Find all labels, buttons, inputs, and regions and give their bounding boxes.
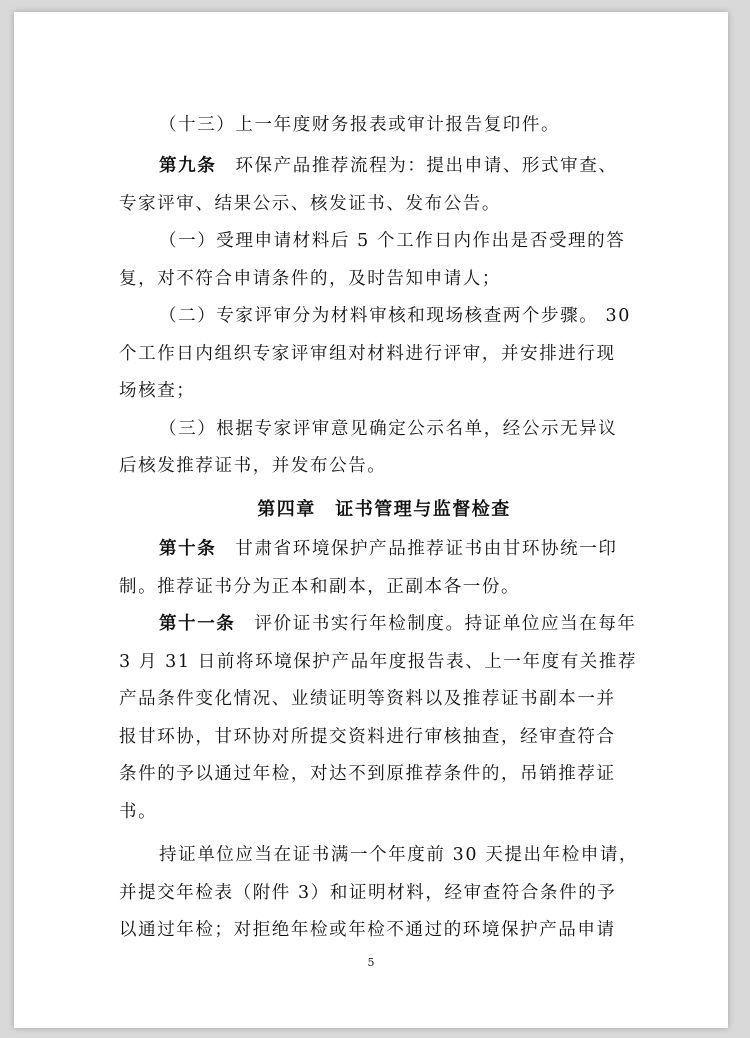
article-11-line-4: 报甘环协，甘环协对所提交资料进行审核抽查，经审查符合 xyxy=(119,727,616,747)
article-11-text: 评价证书实行年检制度。持证单位应当在每年 xyxy=(254,614,637,634)
article-11-line-2: 3 月 31 日前将环境保护产品年度报告表、上一年度有关推荐 xyxy=(119,652,638,672)
item-2-line-1: （二）专家评审分为材料审核和现场核查两个步骤。 30 xyxy=(159,306,631,326)
article-10-label: 第十条 xyxy=(159,539,217,559)
item-1-line-1: （一）受理申请材料后 5 个工作日内作出是否受理的答 xyxy=(159,231,626,251)
article-9-text: 环保产品推荐流程为：提出申请、形式审查、 xyxy=(235,156,618,176)
item-3-line-1: （三）根据专家评审意见确定公示名单，经公示无异议 xyxy=(159,419,618,439)
article-9-line-2: 专家评审、结果公示、核发证书、发布公告。 xyxy=(119,194,501,214)
article-10-text: 甘肃省环境保护产品推荐证书由甘环协统一印 xyxy=(235,539,618,559)
item-1-line-2: 复，对不符合申请条件的，及时告知申请人； xyxy=(119,269,501,289)
article-11-label: 第十一条 xyxy=(159,614,236,634)
article-10-line-1 xyxy=(159,539,617,559)
article-11-line-6: 书。 xyxy=(119,802,158,822)
document-page xyxy=(14,12,728,1028)
item-2-line-2: 个工作日内组织专家评审组对材料进行评审，并安排进行现 xyxy=(119,344,616,364)
paragraph-annual-check-line-1: 持证单位应当在证书满一个年度前 30 天提出年检申请， xyxy=(159,845,639,865)
article-11-line-5: 条件的予以通过年检，对达不到原推荐条件的，吊销推荐证 xyxy=(119,764,616,784)
article-11-line-3: 产品条件变化情况、业绩证明等资料以及推荐证书副本一并 xyxy=(119,689,616,709)
article-9-label: 第九条 xyxy=(159,156,217,176)
paragraph-item-13: （十三）上一年度财务报表或审计报告复印件。 xyxy=(159,115,561,135)
article-10-line-2: 制。推荐证书分为正本和副本，正副本各一份。 xyxy=(119,577,521,597)
paragraph-annual-check-line-3: 以通过年检；对拒绝年检或年检不通过的环境保护产品申请 xyxy=(119,920,616,940)
page-number: 5 xyxy=(367,956,375,969)
article-9-line-1 xyxy=(159,156,617,176)
item-2-line-3: 场核查； xyxy=(119,381,196,401)
article-11-line-1 xyxy=(159,614,637,634)
paragraph-annual-check-line-2: 并提交年检表（附件 3）和证明材料，经审查符合条件的予 xyxy=(119,883,617,903)
chapter-4-heading: 第四章 证书管理与监督检查 xyxy=(257,499,511,520)
item-3-line-2: 后核发推荐证书，并发布公告。 xyxy=(119,456,387,476)
